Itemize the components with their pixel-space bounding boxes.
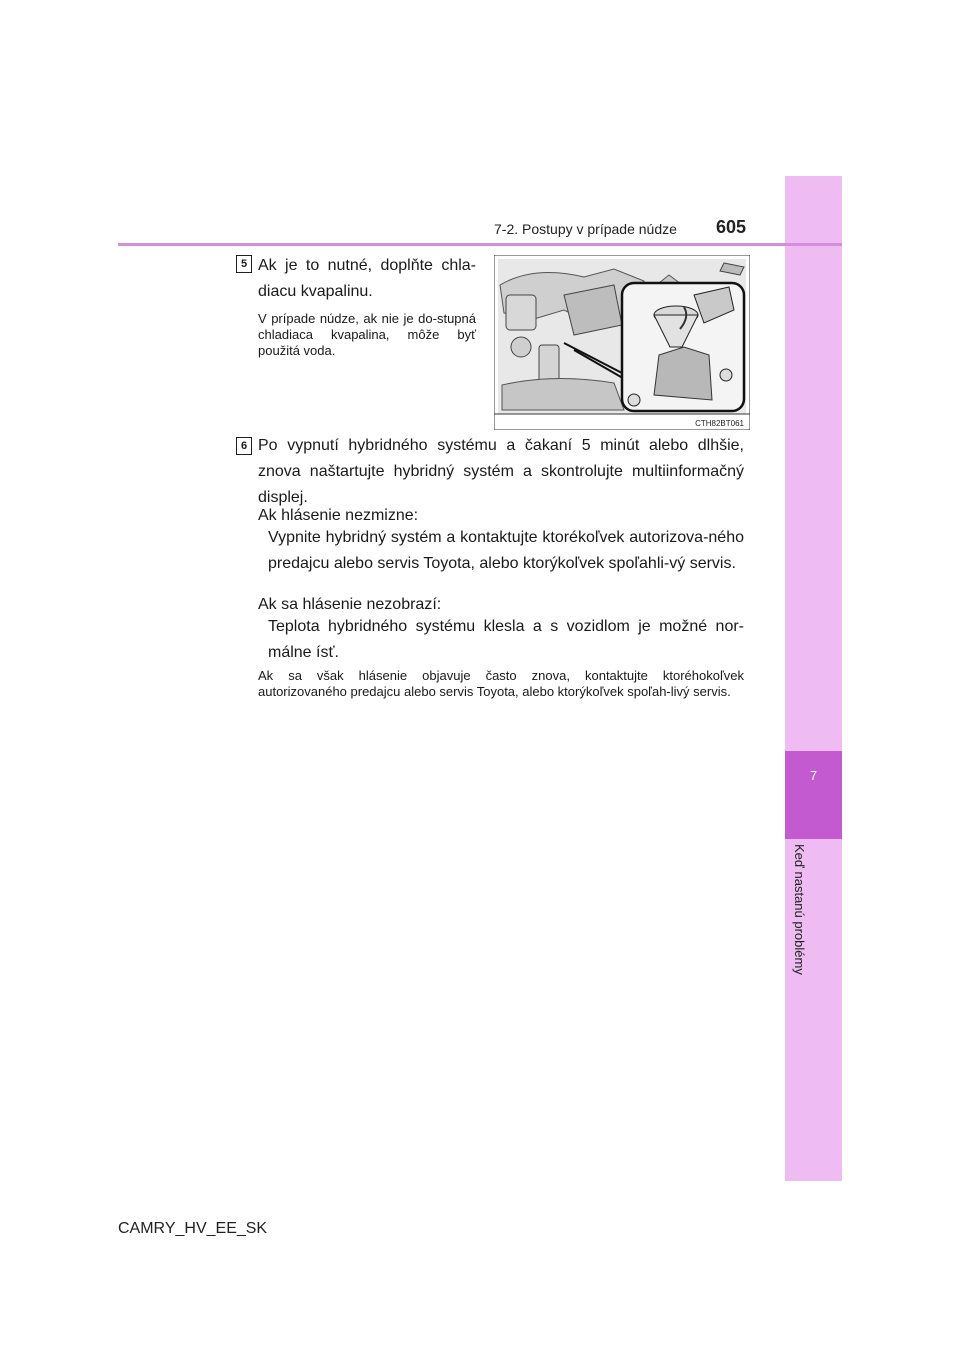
section-title: 7-2. Postupy v prípade núdze bbox=[494, 221, 677, 237]
case-1-text: Vypnite hybridný systém a kontaktujte ktorékoľvek autorizova-ného predajcu alebo servis Toyota, alebo ktorýkoľvek spoľahli-vý servis. bbox=[268, 529, 744, 572]
case-2-label: Ak sa hlásenie nezobrazí: bbox=[258, 596, 442, 613]
step-6-badge: 6 bbox=[236, 437, 252, 455]
case-1-label: Ak hlásenie nezmizne: bbox=[258, 507, 419, 524]
step-6-note: Ak sa však hlásenie objavuje často znova, kontaktujte ktoréhokoľvek autorizovaného predajcu alebo servis Toyota, alebo ktorýkoľvek spoľah-livý servis. bbox=[258, 668, 744, 699]
step-5-note: V prípade núdze, ak nie je do-stupná chladiaca kvapalina, môže byť použitá voda. bbox=[258, 311, 476, 358]
header-divider bbox=[118, 243, 842, 246]
chapter-title: Keď nastanú problémy bbox=[792, 844, 807, 975]
figure-code: CTH82BT061 bbox=[695, 419, 744, 428]
step-6-text: Po vypnutí hybridného systému a čakaní 5 minút alebo dlhšie, znova naštartujte hybridný systém a skontrolujte multiinformačný displej. bbox=[258, 437, 744, 506]
document-code: CAMRY_HV_EE_SK bbox=[118, 1220, 268, 1237]
engine-coolant-refill-illustration bbox=[494, 255, 750, 430]
chapter-number: 7 bbox=[809, 768, 818, 783]
side-tab-chapter-marker bbox=[785, 751, 842, 839]
step-5-text: Ak je to nutné, doplňte chla-diacu kvapalinu. bbox=[258, 257, 476, 300]
case-2-text: Teplota hybridného systému klesla a s vozidlom je možné nor-málne ísť. bbox=[268, 618, 744, 661]
engine-illustration-icon bbox=[494, 255, 750, 430]
side-tab-top bbox=[785, 176, 842, 751]
step-5-badge: 5 bbox=[236, 255, 252, 273]
page-number: 605 bbox=[716, 217, 747, 237]
